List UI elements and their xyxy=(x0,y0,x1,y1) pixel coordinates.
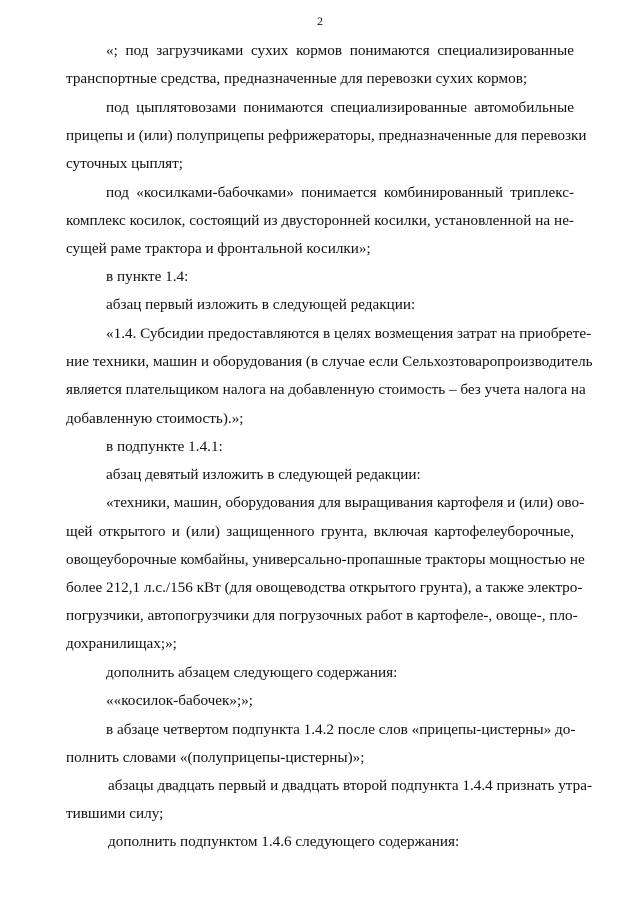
paragraph-line: дополнить подпунктом 1.4.6 следующего содержания: xyxy=(108,833,460,850)
paragraph-line: «техники, машин, оборудования для выращивания картофеля и (или) ово- xyxy=(106,494,585,511)
paragraph-line: «; под загрузчиками сухих кормов понимаются специализированные xyxy=(106,42,574,59)
paragraph-line: в пункте 1.4: xyxy=(106,268,189,285)
paragraph-line: транспортные средства, предназначенные для перевозки сухих кормов; xyxy=(66,70,528,87)
paragraph-line: является плательщиком налога на добавленную стоимость – без учета налога на xyxy=(66,381,586,398)
paragraph-line: в абзаце четвертом подпункта 1.4.2 после слов «прицепы-цистерны» до- xyxy=(106,721,576,738)
paragraph-line: сущей раме трактора и фронтальной косилки»; xyxy=(66,240,371,257)
paragraph-line: дохранилищах;»; xyxy=(66,635,177,652)
paragraph-line: щей открытого и (или) защищенного грунта, включая картофелеуборочные, xyxy=(66,523,574,540)
paragraph-line: под «косилками-бабочками» понимается комбинированный триплекс- xyxy=(106,184,574,201)
paragraph-line: под цыплятовозами понимаются специализированные автомобильные xyxy=(106,99,574,116)
paragraph-line: дополнить абзацем следующего содержания: xyxy=(106,664,398,681)
paragraph-line: в подпункте 1.4.1: xyxy=(106,438,223,455)
paragraph-line: «1.4. Субсидии предоставляются в целях возмещения затрат на приобрете- xyxy=(106,325,592,342)
paragraph-line: абзац девятый изложить в следующей редакции: xyxy=(106,466,421,483)
paragraph-line: абзац первый изложить в следующей редакции: xyxy=(106,296,416,313)
paragraph-line: погрузчики, автопогрузчики для погрузочных работ в картофеле-, овоще-, пло- xyxy=(66,607,578,624)
paragraph-line: абзацы двадцать первый и двадцать второй подпункта 1.4.4 признать утра- xyxy=(108,777,593,794)
paragraph-line: прицепы и (или) полуприцепы рефрижераторы, предназначенные для перевозки xyxy=(66,127,587,144)
paragraph-line: тившими силу; xyxy=(66,805,164,822)
paragraph-line: ние техники, машин и оборудования (в случае если Сельхозтоваропроизводитель xyxy=(66,353,593,370)
paragraph-line: более 212,1 л.с./156 кВт (для овощеводства открытого грунта), а также электро- xyxy=(66,579,583,596)
paragraph-line: суточных цыплят; xyxy=(66,155,184,172)
paragraph-line: овощеуборочные комбайны, универсально-пропашные тракторы мощностью не xyxy=(66,551,585,568)
paragraph-line: полнить словами «(полуприцепы-цистерны)»; xyxy=(66,749,365,766)
page-number: 2 xyxy=(317,14,323,28)
paragraph-line: добавленную стоимость).»; xyxy=(66,410,244,427)
paragraph-line: ««косилок-бабочек»;»; xyxy=(106,692,254,709)
paragraph-line: комплекс косилок, состоящий из двусторонней косилки, установленной на не- xyxy=(66,212,574,229)
